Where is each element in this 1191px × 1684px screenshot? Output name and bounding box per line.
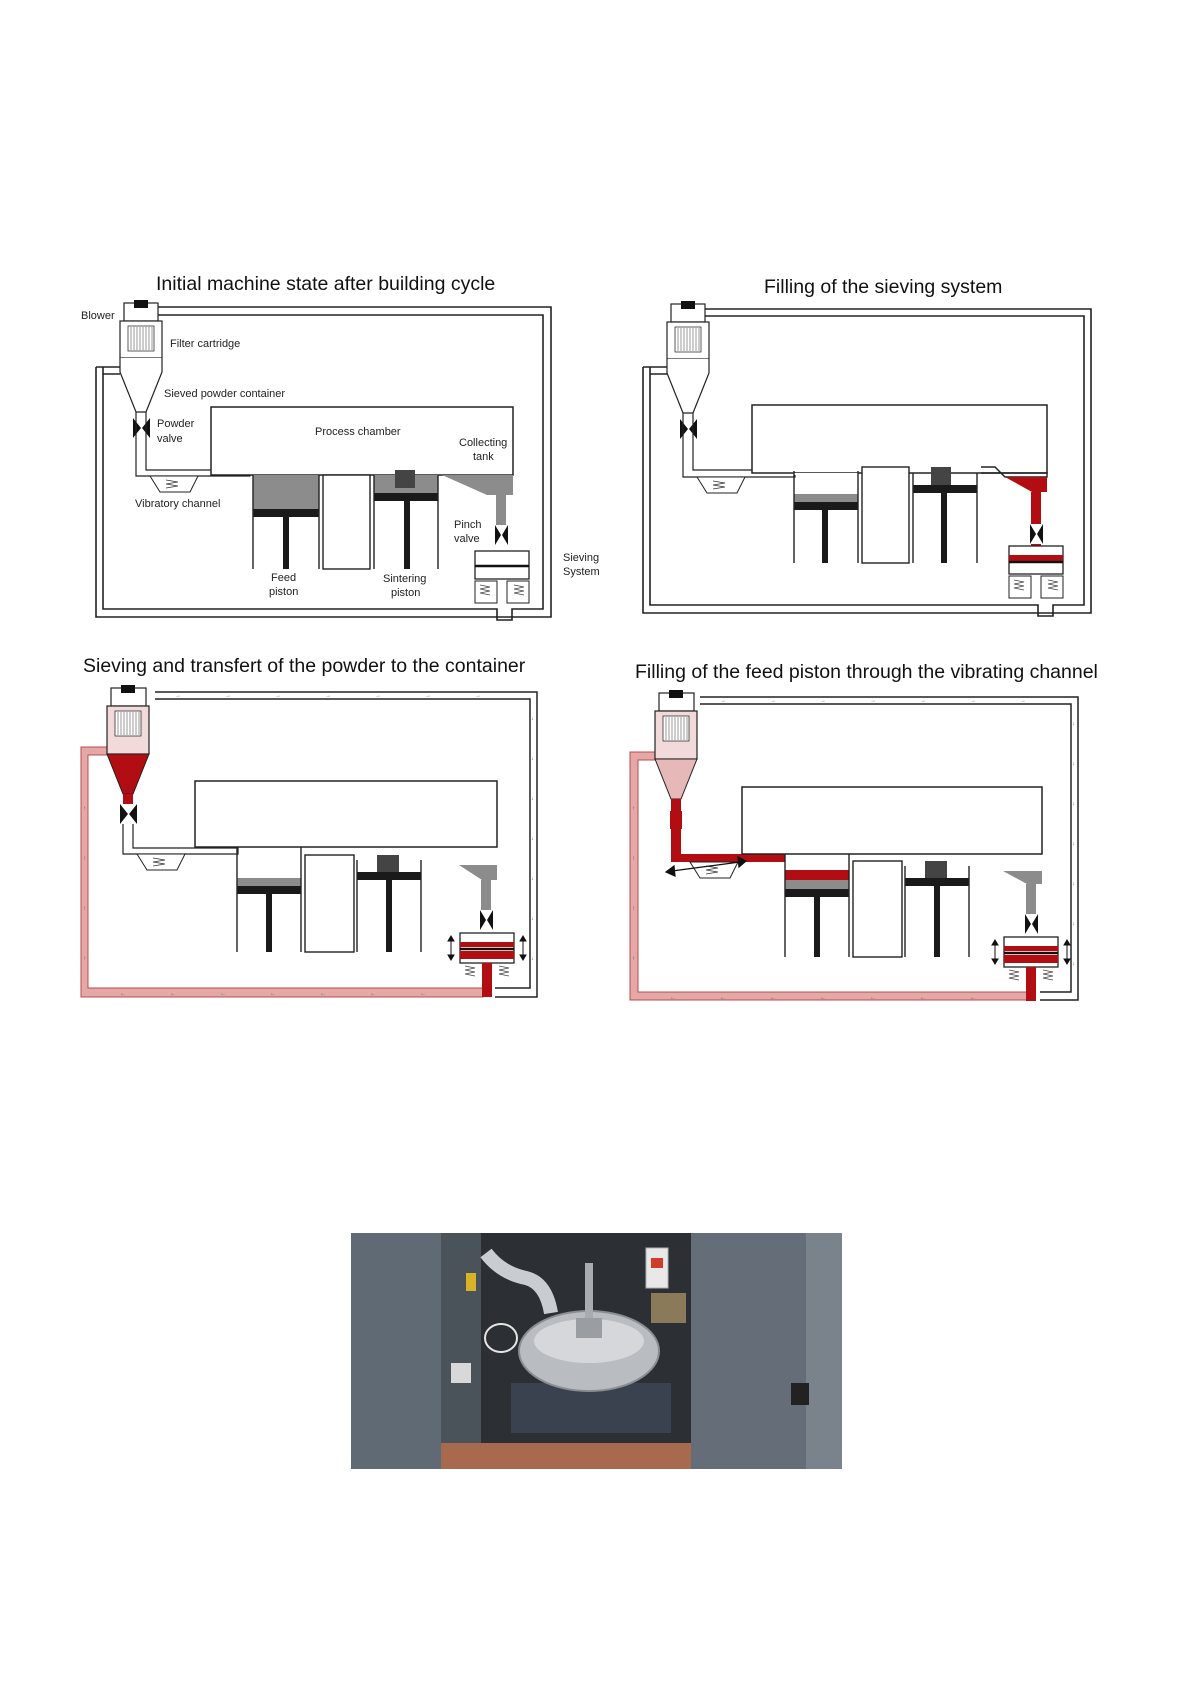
warning-label: [466, 1273, 476, 1291]
label-collecting-tank-2: tank: [473, 451, 494, 463]
panel-title: Sieving and transfert of the powder to the container: [83, 655, 526, 677]
vibratory-channel-icon: [690, 862, 738, 878]
svg-text:↓: ↓: [531, 756, 534, 762]
svg-text:→: →: [820, 698, 826, 704]
svg-text:→: →: [475, 693, 481, 699]
sieve-powder: [1004, 946, 1058, 951]
label-pinch-valve-1: Pinch: [454, 519, 482, 531]
label-sintering-piston-1: Sintering: [383, 573, 427, 585]
svg-text:→: →: [1020, 698, 1026, 704]
feed-powder: [785, 880, 849, 889]
svg-text:↑: ↑: [632, 856, 635, 862]
svg-text:↓: ↓: [1072, 961, 1075, 967]
svg-text:←: ←: [720, 995, 726, 1001]
svg-text:↓: ↓: [531, 956, 534, 962]
svg-text:↑: ↑: [83, 856, 86, 862]
sieve-motor: [576, 1318, 602, 1338]
svg-text:←: ←: [370, 991, 376, 997]
svg-text:→: →: [920, 698, 926, 704]
svg-text:↓: ↓: [531, 836, 534, 842]
vibratory-channel-powder: [785, 870, 849, 880]
svg-text:→: →: [175, 693, 181, 699]
blower-icon: [669, 690, 683, 698]
svg-text:↓: ↓: [1072, 881, 1075, 887]
label-sieving-system-2: System: [563, 566, 600, 578]
sintered-part: [925, 861, 947, 878]
svg-text:→: →: [720, 698, 726, 704]
svg-text:↓: ↓: [1072, 841, 1075, 847]
cable-bundle: [651, 1293, 686, 1323]
label-sieved-powder-container: Sieved powder container: [164, 388, 286, 400]
label-powder-valve-1: Powder: [157, 418, 195, 430]
label-collecting-tank-1: Collecting: [459, 437, 508, 449]
svg-text:↓: ↓: [1072, 761, 1075, 767]
sintering-piston-plate: [905, 878, 969, 886]
label-sintering-piston-2: piston: [391, 587, 421, 599]
sintering-piston-rod: [934, 886, 940, 957]
svg-text:↓: ↓: [531, 916, 534, 922]
svg-text:↑: ↑: [83, 906, 86, 912]
label-powder-valve-2: valve: [157, 433, 183, 445]
svg-text:↑: ↑: [83, 956, 86, 962]
svg-text:←: ←: [420, 991, 426, 997]
svg-text:→: →: [375, 693, 381, 699]
svg-text:→: →: [770, 698, 776, 704]
svg-text:←: ←: [970, 995, 976, 1001]
svg-text:→: →: [275, 693, 281, 699]
pinch-valve-icon: [1025, 914, 1038, 934]
svg-text:←: ←: [820, 995, 826, 1001]
label-blower: Blower: [81, 310, 115, 322]
container-outlet-powder: [671, 799, 681, 811]
sensor-indicator: [651, 1258, 663, 1268]
svg-text:→: →: [425, 693, 431, 699]
svg-text:↓: ↓: [1072, 801, 1075, 807]
svg-text:←: ←: [170, 991, 176, 997]
powder-valve-open: [670, 811, 682, 829]
svg-text:↓: ↓: [531, 796, 534, 802]
svg-text:←: ←: [670, 995, 676, 1001]
sieve-shaft: [585, 1263, 593, 1318]
left-door: [351, 1233, 441, 1469]
feed-piston-plate: [785, 889, 849, 897]
label-feed-piston-2: piston: [269, 586, 299, 598]
svg-text:↑: ↑: [632, 906, 635, 912]
sieve-outlet-powder: [1026, 967, 1036, 1001]
feed-piston-rod: [814, 897, 820, 957]
label-vibratory-channel: Vibratory channel: [135, 498, 221, 510]
svg-text:→: →: [870, 698, 876, 704]
door-latch-icon: [791, 1383, 809, 1405]
chamber-wall: [853, 861, 902, 957]
svg-text:←: ←: [120, 991, 126, 997]
collecting-tank-powder: [1003, 871, 1042, 884]
label-pinch-valve-2: valve: [454, 533, 480, 545]
svg-text:←: ←: [320, 991, 326, 997]
process-chamber: [742, 787, 1042, 854]
svg-text:←: ←: [270, 991, 276, 997]
sieved-powder-container: [655, 759, 697, 799]
filter-cartridge-icon: [663, 716, 689, 741]
sieving-station-photo: [351, 1233, 842, 1469]
panel-title: Initial machine state after building cycle: [156, 273, 496, 295]
svg-text:↓: ↓: [531, 716, 534, 722]
svg-text:↓: ↓: [531, 876, 534, 882]
right-door-panel: [806, 1233, 842, 1469]
panel-title: Filling of the sieving system: [764, 276, 1003, 298]
svg-text:↑: ↑: [83, 806, 86, 812]
left-door-edge: [441, 1233, 481, 1443]
svg-text:↓: ↓: [1072, 921, 1075, 927]
sieving-station-photo-svg: [351, 1233, 842, 1469]
svg-text:↑: ↑: [632, 806, 635, 812]
collecting-pipe: [1026, 884, 1036, 914]
door-label: [451, 1363, 471, 1383]
svg-text:↑: ↑: [632, 956, 635, 962]
label-sieving-system-1: Sieving: [563, 552, 600, 564]
label-process-chamber: Process chamber: [315, 426, 401, 438]
panel-title: Filling of the feed piston through the vibrating channel: [635, 661, 1098, 683]
svg-text:←: ←: [870, 995, 876, 1001]
svg-text:→: →: [970, 698, 976, 704]
svg-text:←: ←: [770, 995, 776, 1001]
svg-text:→: →: [325, 693, 331, 699]
svg-text:→: →: [225, 693, 231, 699]
svg-text:↓: ↓: [1072, 721, 1075, 727]
svg-text:←: ←: [920, 995, 926, 1001]
label-filter-cartridge: Filter cartridge: [170, 338, 241, 350]
label-feed-piston-1: Feed: [271, 572, 297, 584]
sieved-powder: [1004, 955, 1058, 963]
svg-text:←: ←: [220, 991, 226, 997]
